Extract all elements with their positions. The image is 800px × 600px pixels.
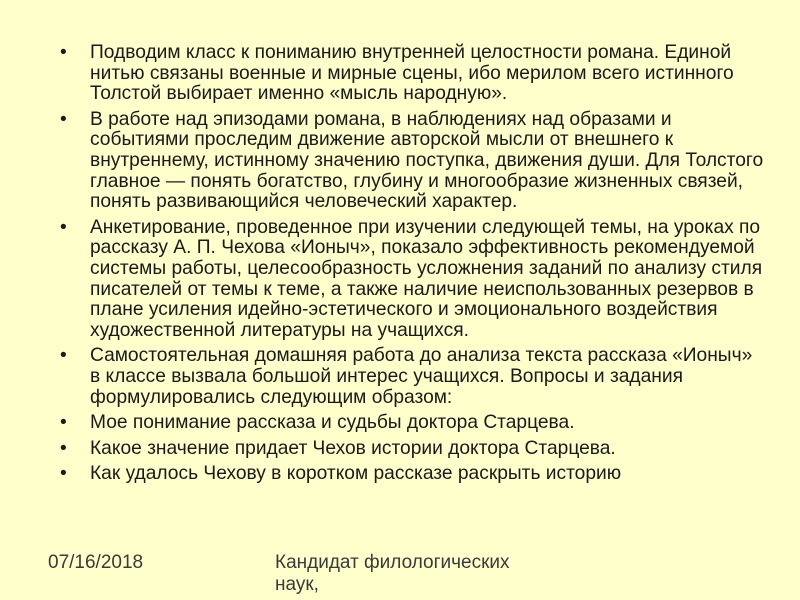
bullet-marker: • <box>60 216 67 238</box>
bullet-marker: • <box>60 463 67 485</box>
footer-author: Кандидат филологических наук, <box>275 552 510 595</box>
bullet-marker: • <box>60 108 67 130</box>
bullet-item-6 <box>60 439 765 460</box>
bullet-marker: • <box>60 412 67 434</box>
bullet-text: Какое значение придает Чехов истории доктора Старцева. <box>90 437 616 459</box>
bullet-text: Анкетирование, проведенное при изучении следующей темы, на уроках по рассказу А. П. Чехова «Ионыч», показало эффективность рекомендуемой системы работы, целесообразность усложнения заданий по анализу стиля писателей от темы к теме, а также наличие неиспользованных резервов в плане усиления идейно-эстетического и эмоционального воздействия художественной литературы на учащихся. <box>90 216 763 341</box>
bullet-marker: • <box>60 345 67 367</box>
bullet-item-7 <box>60 464 765 485</box>
bullet-text: Мое понимание рассказа и судьбы доктора Старцева. <box>90 412 575 434</box>
bullet-item-4 <box>60 346 765 408</box>
bullet-text: Как удалось Чехову в коротком рассказе раскрыть историю <box>90 463 622 485</box>
bullet-item-2 <box>60 110 765 213</box>
bullet-text: Подводим класс к пониманию внутренней целостности романа. Единой нитью связаны военные и мирные сцены, ибо мерилом всего истинного Толстой выбирает именно «мысль народную». <box>90 42 734 105</box>
bullet-item-5 <box>60 413 765 434</box>
bullet-text: В работе над эпизодами романа, в наблюдениях над образами и событиями проследим движение авторской мысли от внешнего к внутреннему, истинному значению поступка, движения души. Для Толстого главное — понять богатство, глубину и многообразие жизненных связей, понять развивающийся человеческий характер. <box>90 108 764 213</box>
bullet-item-1 <box>60 43 765 105</box>
bullet-marker: • <box>60 42 67 63</box>
footer-date: 07/16/2018 <box>48 552 144 573</box>
bullet-marker: • <box>60 437 67 459</box>
bullet-list <box>60 43 765 490</box>
bullet-text: Самостоятельная домашняя работа до анализа текста рассказа «Ионыч» в классе вызвала большой интерес учащихся. Вопросы и задания формулировались следующим образом: <box>90 345 753 408</box>
bullet-item-3 <box>60 218 765 342</box>
